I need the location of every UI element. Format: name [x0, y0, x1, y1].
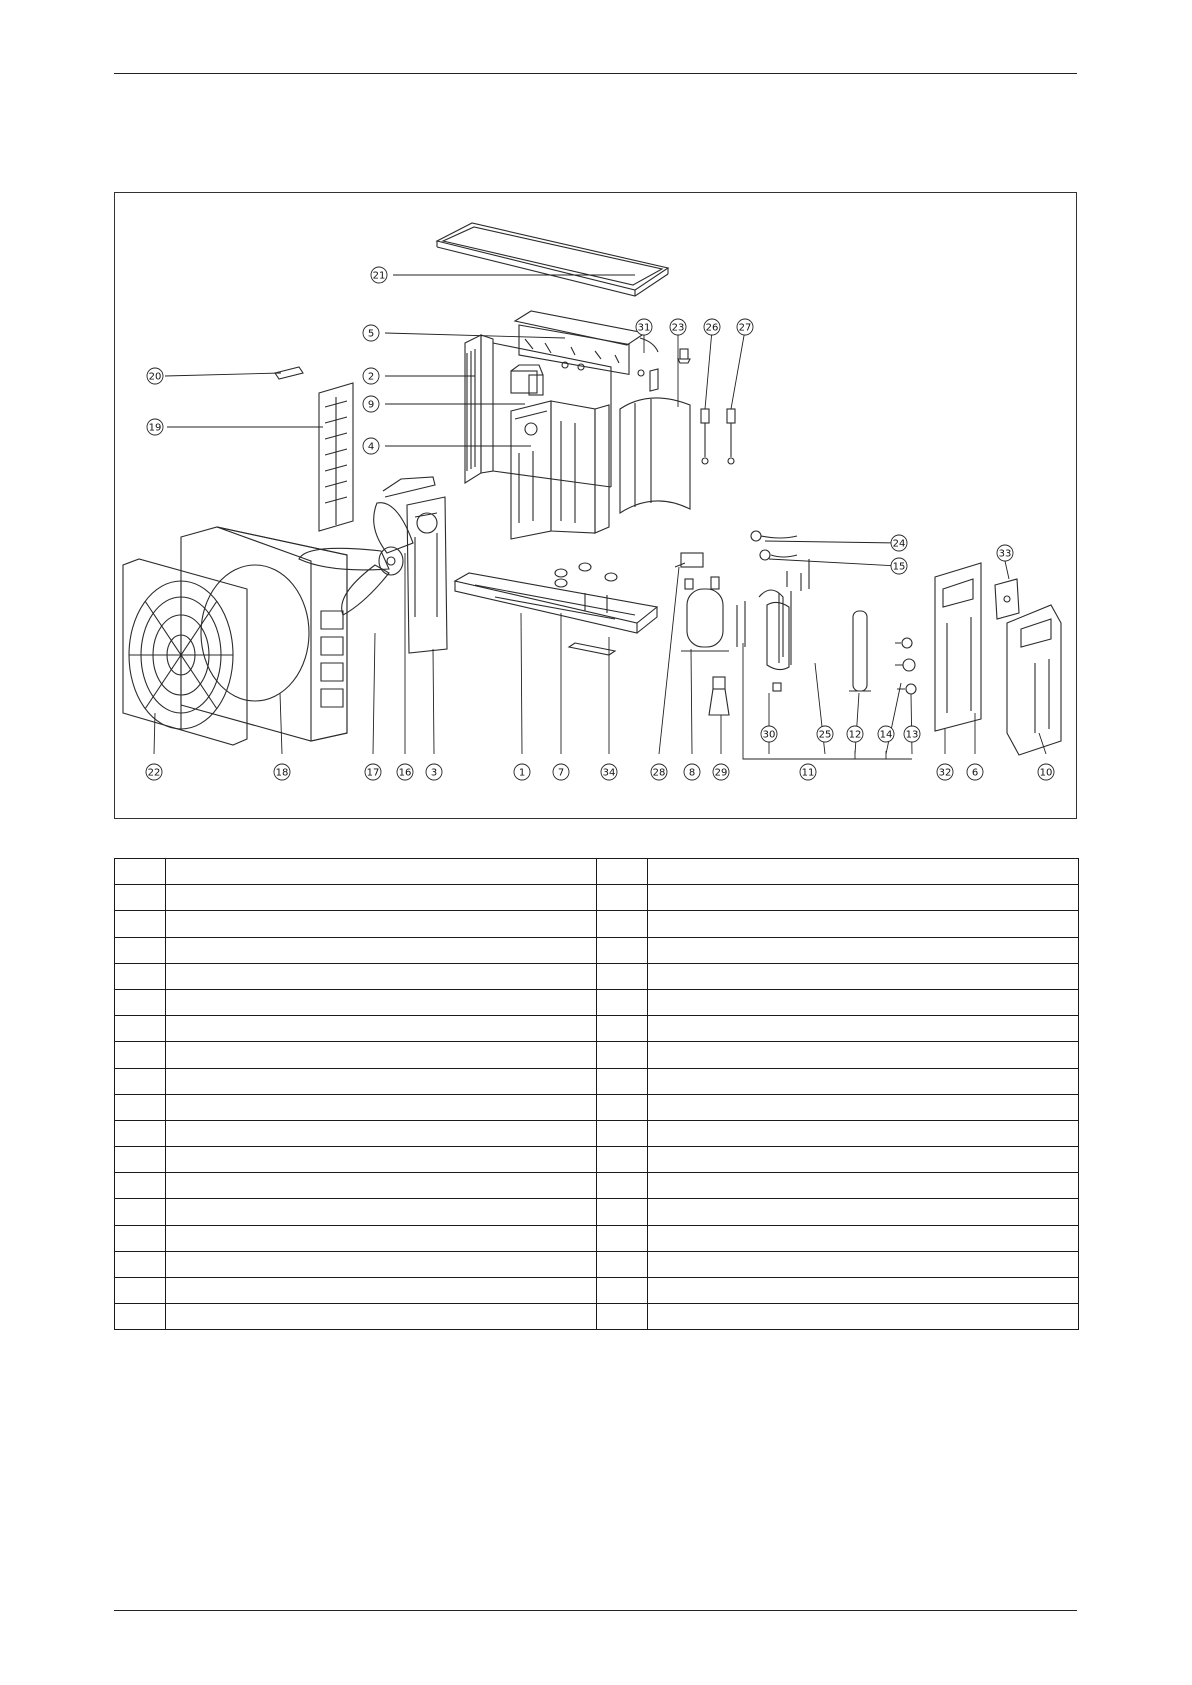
part-name-cell: [648, 1016, 1079, 1042]
table-row: [115, 1068, 1079, 1094]
part-no-cell: [115, 911, 166, 937]
callout-number: 2: [367, 371, 375, 383]
callout-5: [363, 325, 379, 341]
table-row: [115, 1042, 1079, 1068]
callout-number: 32: [938, 767, 952, 779]
callout-number: 10: [1039, 767, 1053, 779]
sensor-part: [751, 531, 797, 560]
table-row: [115, 1147, 1079, 1173]
callout-33: [997, 545, 1013, 561]
callout-number: 26: [705, 322, 719, 334]
part-name-cell: [648, 963, 1079, 989]
pipe-part-26: [701, 409, 709, 464]
valve-part-29: [709, 677, 729, 715]
part-name-cell: [648, 1251, 1079, 1277]
front-panel-part: [181, 527, 347, 741]
part-name-cell: [648, 937, 1079, 963]
part-no-cell: [115, 989, 166, 1015]
part-no-cell: [597, 963, 648, 989]
part-no-cell: [597, 989, 648, 1015]
callout-number: 22: [147, 767, 161, 779]
callout-number: 6: [971, 767, 979, 779]
stop-valve-part: [895, 638, 916, 694]
part-name-cell: [166, 1120, 597, 1146]
callout-14: [878, 726, 894, 742]
part-no-cell: [597, 885, 648, 911]
callout-number: 25: [818, 729, 832, 741]
part-no-cell: [597, 1278, 648, 1304]
part-no-cell: [115, 859, 166, 885]
table-row: [115, 1016, 1079, 1042]
callout-number: 28: [652, 767, 666, 779]
part-no-cell: [597, 1147, 648, 1173]
callout-6: [967, 764, 983, 780]
part-no-cell: [115, 1225, 166, 1251]
part-no-cell: [115, 937, 166, 963]
part-name-cell: [648, 1278, 1079, 1304]
part-no-cell: [115, 1251, 166, 1277]
part-no-cell: [597, 1225, 648, 1251]
callout-32: [937, 764, 953, 780]
part-no-cell: [115, 1068, 166, 1094]
part-no-cell: [115, 885, 166, 911]
callout-25: [817, 726, 833, 742]
part-name-cell: [166, 1199, 597, 1225]
callout-2: [363, 368, 379, 384]
part-no-cell: [115, 1042, 166, 1068]
callout-34: [601, 764, 617, 780]
part-no-cell: [115, 1120, 166, 1146]
callout-number: 30: [762, 729, 776, 741]
callout-number: 24: [892, 538, 906, 550]
part-no-cell: [115, 1278, 166, 1304]
part-no-cell: [115, 1094, 166, 1120]
part-name-cell: [648, 911, 1079, 937]
table-row: [115, 1278, 1079, 1304]
condenser-part: [465, 335, 611, 487]
table-row: [115, 1251, 1079, 1277]
callout-number: 16: [398, 767, 412, 779]
part-name-cell: [166, 1094, 597, 1120]
callout-number: 29: [714, 767, 728, 779]
exploded-view-drawing: [115, 193, 1078, 820]
part-name-cell: [166, 859, 597, 885]
table-row: [115, 1120, 1079, 1146]
callout-number: 17: [366, 767, 380, 779]
callout-number: 5: [367, 328, 375, 340]
table-row: [115, 963, 1079, 989]
pipe-part-27: [727, 409, 735, 464]
callout-10: [1038, 764, 1054, 780]
callout-number: 13: [905, 729, 919, 741]
fan-blade-part: [299, 503, 413, 615]
callout-number: 9: [367, 399, 375, 411]
part-name-cell: [166, 911, 597, 937]
callout-16: [397, 764, 413, 780]
callout-number: 7: [557, 767, 565, 779]
part-name-cell: [648, 859, 1079, 885]
partition-board-part: [511, 401, 609, 539]
part-no-cell: [115, 1016, 166, 1042]
table-row: [115, 1173, 1079, 1199]
part-no-cell: [597, 1042, 648, 1068]
part-name-cell: [648, 1225, 1079, 1251]
part-name-cell: [648, 1304, 1079, 1330]
part-no-cell: [115, 1173, 166, 1199]
part-name-cell: [648, 1094, 1079, 1120]
four-way-valve-part: [849, 611, 871, 691]
callout-number: 14: [879, 729, 893, 741]
callout-3: [426, 764, 442, 780]
part-name-cell: [648, 1042, 1079, 1068]
table-row: [115, 859, 1079, 885]
callout-12: [847, 726, 863, 742]
exploded-view-diagram: [114, 192, 1077, 819]
callout-number: 21: [372, 270, 386, 282]
callout-number: 4: [367, 441, 375, 453]
part-no-cell: [597, 911, 648, 937]
part-name-cell: [648, 989, 1079, 1015]
callout-27: [737, 319, 753, 335]
callout-8: [684, 764, 700, 780]
callout-number: 8: [688, 767, 696, 779]
side-panel-part: [935, 563, 981, 731]
part-name-cell: [166, 1304, 597, 1330]
callout-21: [371, 267, 387, 283]
table-row: [115, 885, 1079, 911]
callout-number: 31: [637, 322, 651, 334]
part-no-cell: [597, 1251, 648, 1277]
table-row: [115, 1094, 1079, 1120]
callout-number: 12: [848, 729, 862, 741]
part-no-cell: [115, 1199, 166, 1225]
callout-7: [553, 764, 569, 780]
callout-number: 27: [738, 322, 752, 334]
callout-26: [704, 319, 720, 335]
table-row: [115, 989, 1079, 1015]
callout-13: [904, 726, 920, 742]
part-name-cell: [648, 1173, 1079, 1199]
part-name-cell: [166, 937, 597, 963]
callout-22: [146, 764, 162, 780]
callout-17: [365, 764, 381, 780]
callout-number: 34: [602, 767, 616, 779]
electric-box-part: [515, 311, 658, 376]
callout-11: [800, 764, 816, 780]
part-name-cell: [648, 1199, 1079, 1225]
capacitor-part: [511, 365, 543, 395]
callout-number: 33: [998, 548, 1012, 560]
callout-number: 1: [518, 767, 526, 779]
part-name-cell: [166, 1042, 597, 1068]
callout-29: [713, 764, 729, 780]
callout-number: 15: [892, 561, 906, 573]
callout-18: [274, 764, 290, 780]
part-name-cell: [166, 963, 597, 989]
part-name-cell: [166, 1147, 597, 1173]
part-name-cell: [166, 885, 597, 911]
part-name-cell: [648, 885, 1079, 911]
part-name-cell: [166, 1173, 597, 1199]
terminal-bracket-part: [675, 553, 703, 567]
part-no-cell: [597, 1173, 648, 1199]
part-name-cell: [166, 1251, 597, 1277]
callout-number: 18: [275, 767, 289, 779]
header-rule: [114, 73, 1077, 74]
table-row: [115, 1199, 1079, 1225]
callout-20: [147, 368, 163, 384]
insulation-part: [620, 369, 690, 513]
valve-cover-part: [1007, 605, 1061, 755]
callout-4: [363, 438, 379, 454]
front-grille-part: [123, 559, 247, 745]
top-cover-part: [437, 223, 668, 296]
part-name-cell: [648, 1068, 1079, 1094]
footer-rule: [114, 1610, 1077, 1611]
callout-15: [891, 558, 907, 574]
part-name-cell: [166, 1068, 597, 1094]
callout-30: [761, 726, 777, 742]
part-name-cell: [166, 1225, 597, 1251]
callout-number: 11: [801, 767, 815, 779]
callout-23: [670, 319, 686, 335]
part-no-cell: [597, 1199, 648, 1225]
table-row: [115, 937, 1079, 963]
table-row: [115, 911, 1079, 937]
callout-9: [363, 396, 379, 412]
parts-list-table: [114, 858, 1079, 1330]
clip-part: [678, 349, 690, 363]
rear-grille-part: [319, 383, 353, 531]
part-no-cell: [597, 859, 648, 885]
part-no-cell: [115, 963, 166, 989]
pipe-assembly-part: [737, 559, 809, 691]
compressor-part: [681, 577, 729, 651]
part-no-cell: [597, 1016, 648, 1042]
callout-28: [651, 764, 667, 780]
callout-24: [891, 535, 907, 551]
part-no-cell: [597, 1094, 648, 1120]
table-row: [115, 1304, 1079, 1330]
part-no-cell: [115, 1304, 166, 1330]
callout-19: [147, 419, 163, 435]
part-name-cell: [166, 989, 597, 1015]
part-name-cell: [166, 1278, 597, 1304]
callout-number: 19: [148, 422, 162, 434]
part-name-cell: [648, 1147, 1079, 1173]
part-no-cell: [597, 1120, 648, 1146]
part-no-cell: [597, 1068, 648, 1094]
part-no-cell: [597, 1304, 648, 1330]
callout-31: [636, 319, 652, 335]
part-no-cell: [115, 1147, 166, 1173]
part-name-cell: [166, 1016, 597, 1042]
part-no-cell: [597, 937, 648, 963]
cover-plate-part: [995, 579, 1019, 619]
callout-number: 23: [671, 322, 685, 334]
callout-number: 20: [148, 371, 162, 383]
table-row: [115, 1225, 1079, 1251]
callout-1: [514, 764, 530, 780]
callout-number: 3: [430, 767, 438, 779]
part-name-cell: [648, 1120, 1079, 1146]
